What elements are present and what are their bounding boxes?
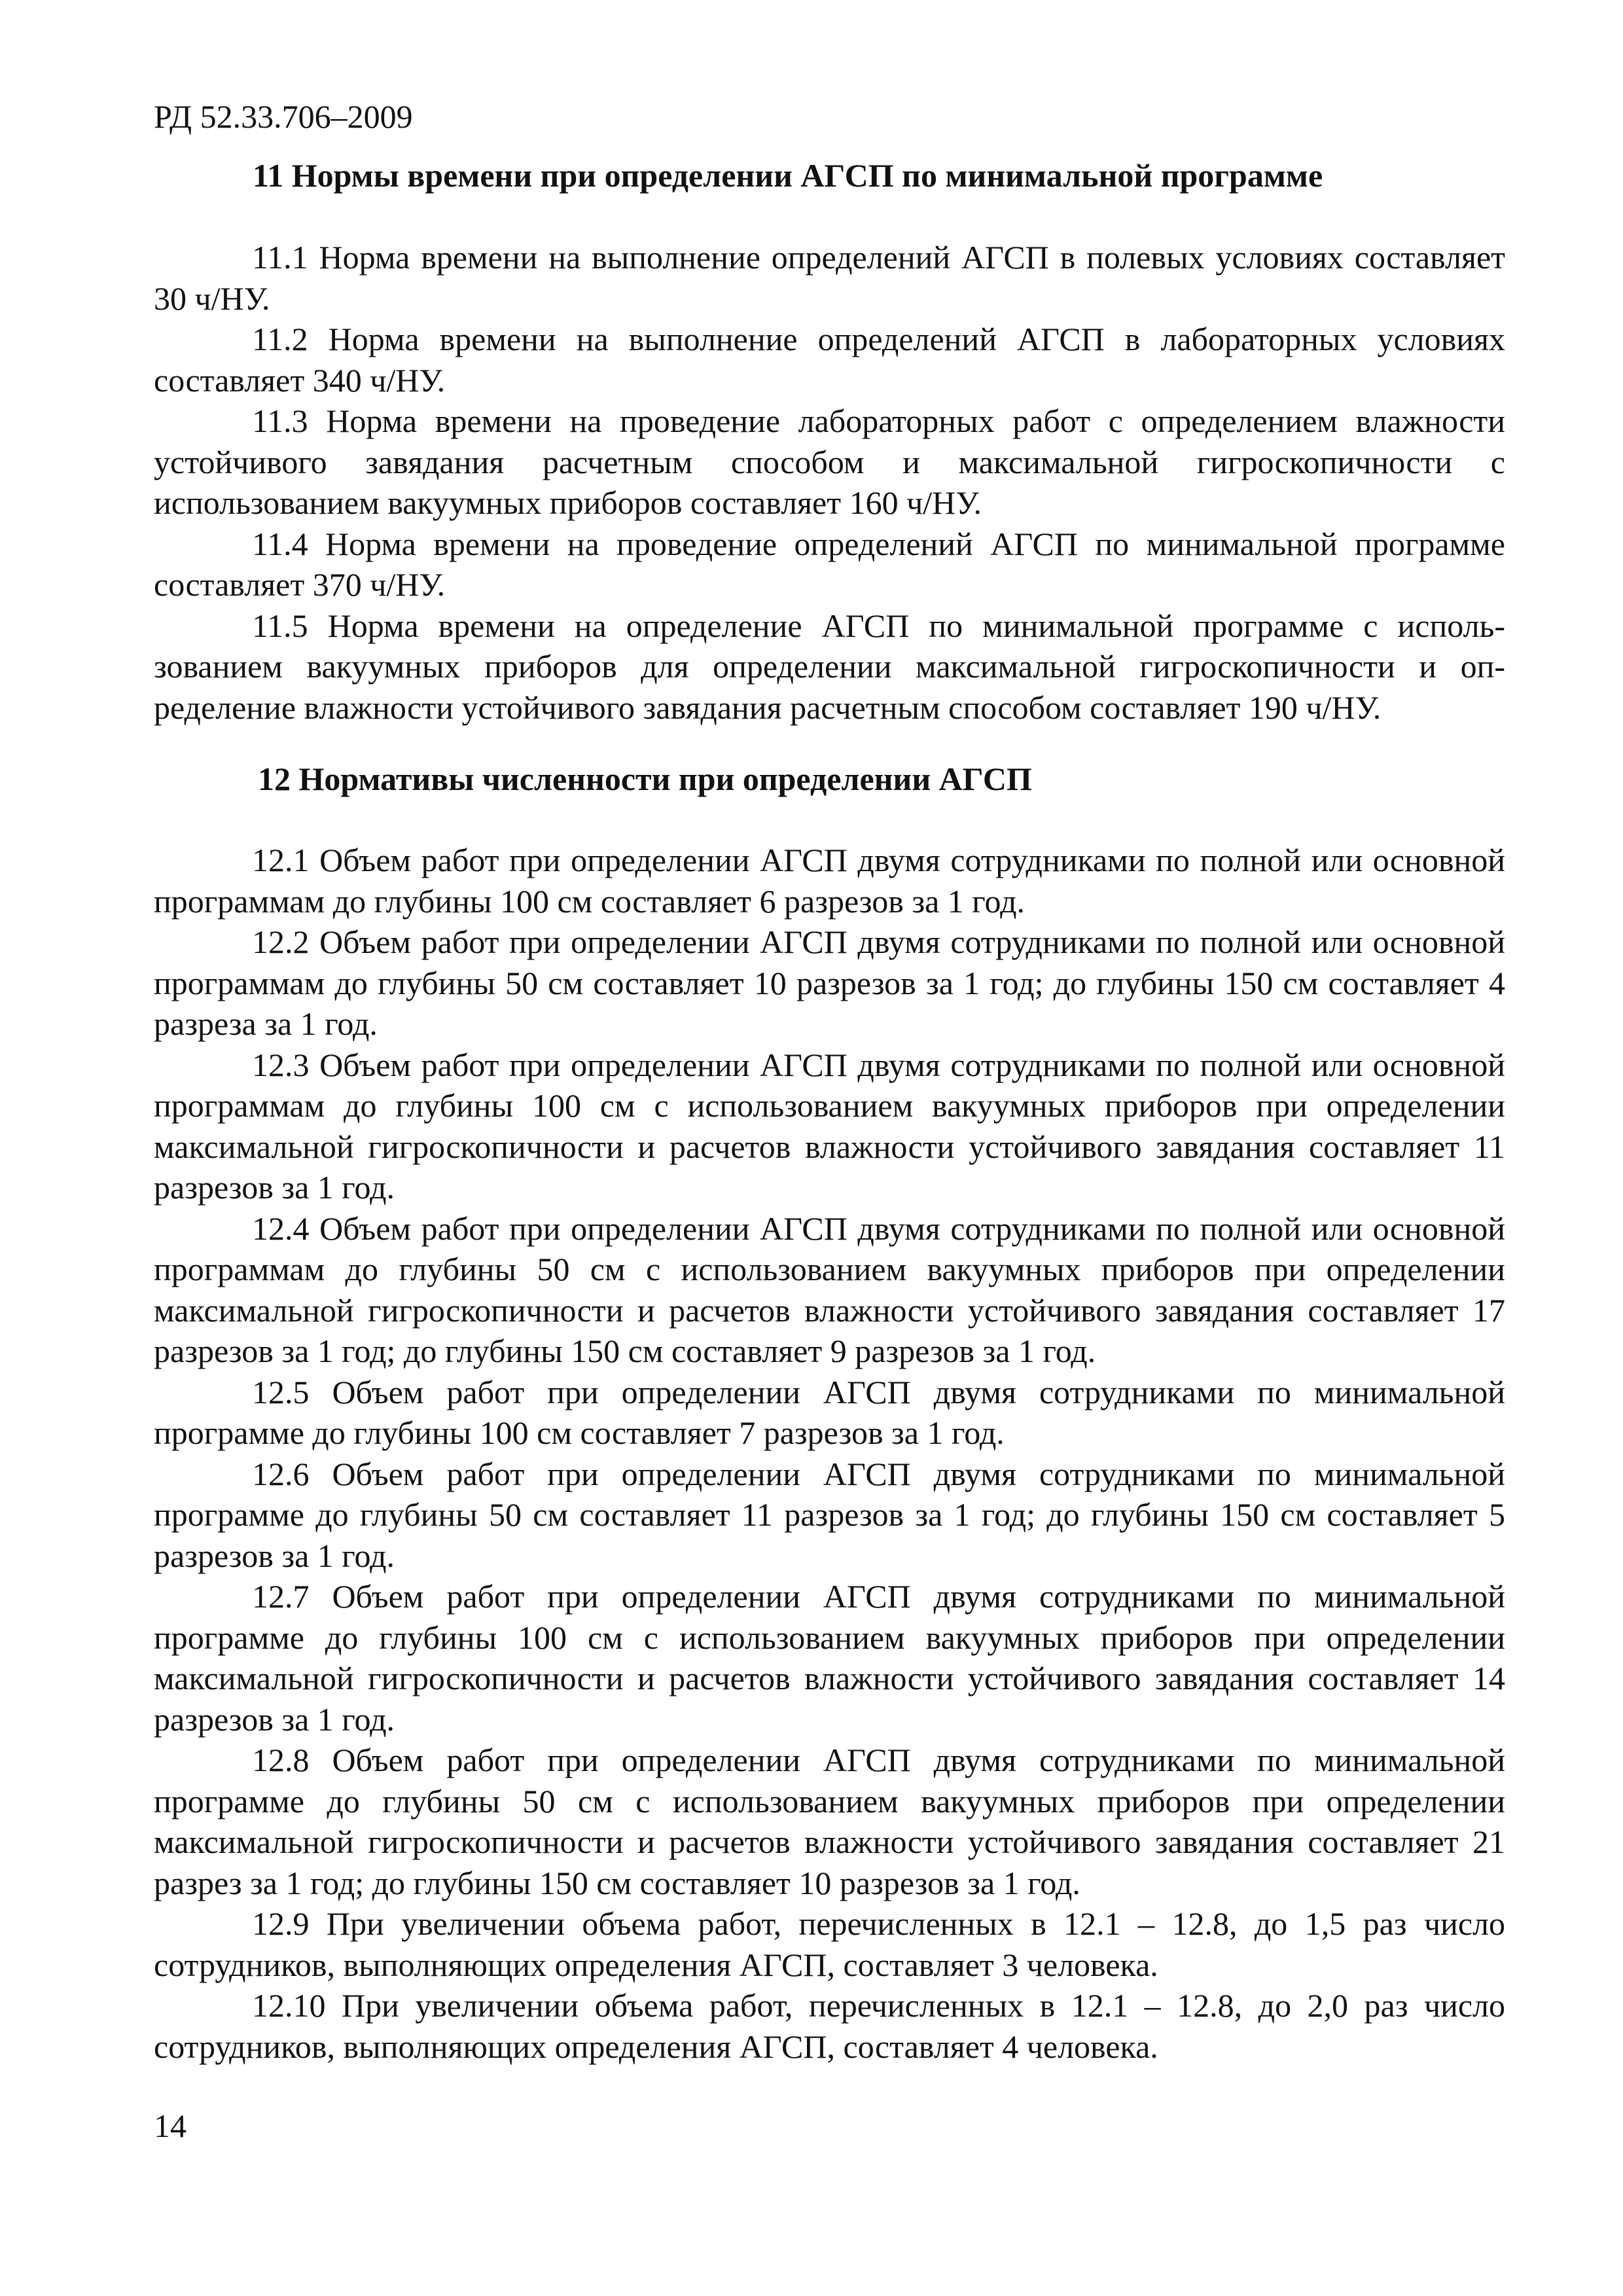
paragraph-12-4: 12.4 Объем работ при определении АГСП двумя сотрудниками по полной или основной программам до глубины 50 см с использованием вакуумных приборов при определении максимальной гигроскопичности и расчетов влажности устойчивого завядания составляет 17 разрезов за 1 год; до глубины 150 см составляет 9 разрезов за 1 год.: [154, 1210, 1505, 1369]
paragraph-11-4: 11.4 Норма времени на проведение определений АГСП по минимальной программе составляет 370 ч/НУ.: [154, 525, 1505, 603]
paragraph-11-3: 11.3 Норма времени на проведение лабораторных работ с определением влажности устойчивого завядания расчетным способом и максимальной гигроскопичности с использованием вакуумных приборов составляет 160 ч/НУ.: [154, 403, 1505, 521]
paragraph-12-9: 12.9 При увеличении объема работ, перечисленных в 12.1 – 12.8, до 1,5 раз число сотрудников, выполняющих определения АГСП, составляет 3 человека.: [154, 1905, 1505, 1983]
paragraph-11-1: 11.1 Норма времени на выполнение определений АГСП в полевых условиях составляет 30 ч/НУ.: [154, 239, 1505, 317]
paragraph-11-2: 11.2 Норма времени на выполнение определений АГСП в лабораторных условиях составляет 340 ч/НУ.: [154, 321, 1505, 399]
document-code-header: РД 52.33.706–2009: [154, 98, 413, 135]
paragraph-11-5: 11.5 Норма времени на определение АГСП по минимальной программе с использованием вакуумных приборов для определении максимальной гигроскопичности и определение влажности устойчивого завядания расчетным способом составляет 190 ч/НУ.: [154, 607, 1505, 726]
section-12-body: [154, 840, 1505, 2067]
paragraph-12-6: 12.6 Объем работ при определении АГСП двумя сотрудниками по минимальной программе до глубины 50 см составляет 11 разрезов за 1 год; до глубины 150 см составляет 5 разрезов за 1 год.: [154, 1455, 1505, 1574]
paragraph-12-2: 12.2 Объем работ при определении АГСП двумя сотрудниками по полной или основной программам до глубины 50 см составляет 10 разрезов за 1 год; до глубины 150 см составляет 4 разреза за 1 год.: [154, 924, 1505, 1042]
section-11-title: 11 Нормы времени при определении АГСП по минимальной программе: [253, 157, 1323, 194]
paragraph-12-7: 12.7 Объем работ при определении АГСП двумя сотрудниками по минимальной программе до глубины 100 см с использованием вакуумных приборов при определении максимальной гигроскопичности и расчетов влажности устойчивого завядания составляет 14 разрезов за 1 год.: [154, 1578, 1505, 1738]
paragraph-12-5: 12.5 Объем работ при определении АГСП двумя сотрудниками по минимальной программе до глубины 100 см составляет 7 разрезов за 1 год.: [154, 1373, 1505, 1451]
paragraph-12-10: 12.10 При увеличении объема работ, перечисленных в 12.1 – 12.8, до 2,0 раз число сотрудников, выполняющих определения АГСП, составляет 4 человека.: [154, 1987, 1505, 2065]
section-11-body: [154, 237, 1505, 728]
section-12-title: 12 Нормативы численности при определении АГСП: [258, 761, 1032, 797]
paragraph-12-3: 12.3 Объем работ при определении АГСП двумя сотрудниками по полной или основной программам до глубины 100 см с использованием вакуумных приборов при определении максимальной гигроскопичности и расчетов влажности устойчивого завядания составляет 11 разрезов за 1 год.: [154, 1046, 1505, 1206]
page-number: 14: [154, 2108, 187, 2144]
paragraph-12-8: 12.8 Объем работ при определении АГСП двумя сотрудниками по минимальной программе до глубины 50 см с использованием вакуумных приборов при определении максимальной гигроскопичности и расчетов влажности устойчивого завядания составляет 21 разрез за 1 год; до глубины 150 см составляет 10 разрезов за 1 год.: [154, 1742, 1505, 1901]
paragraph-12-1: 12.1 Объем работ при определении АГСП двумя сотрудниками по полной или основной программам до глубины 100 см составляет 6 разрезов за 1 год.: [154, 842, 1505, 920]
